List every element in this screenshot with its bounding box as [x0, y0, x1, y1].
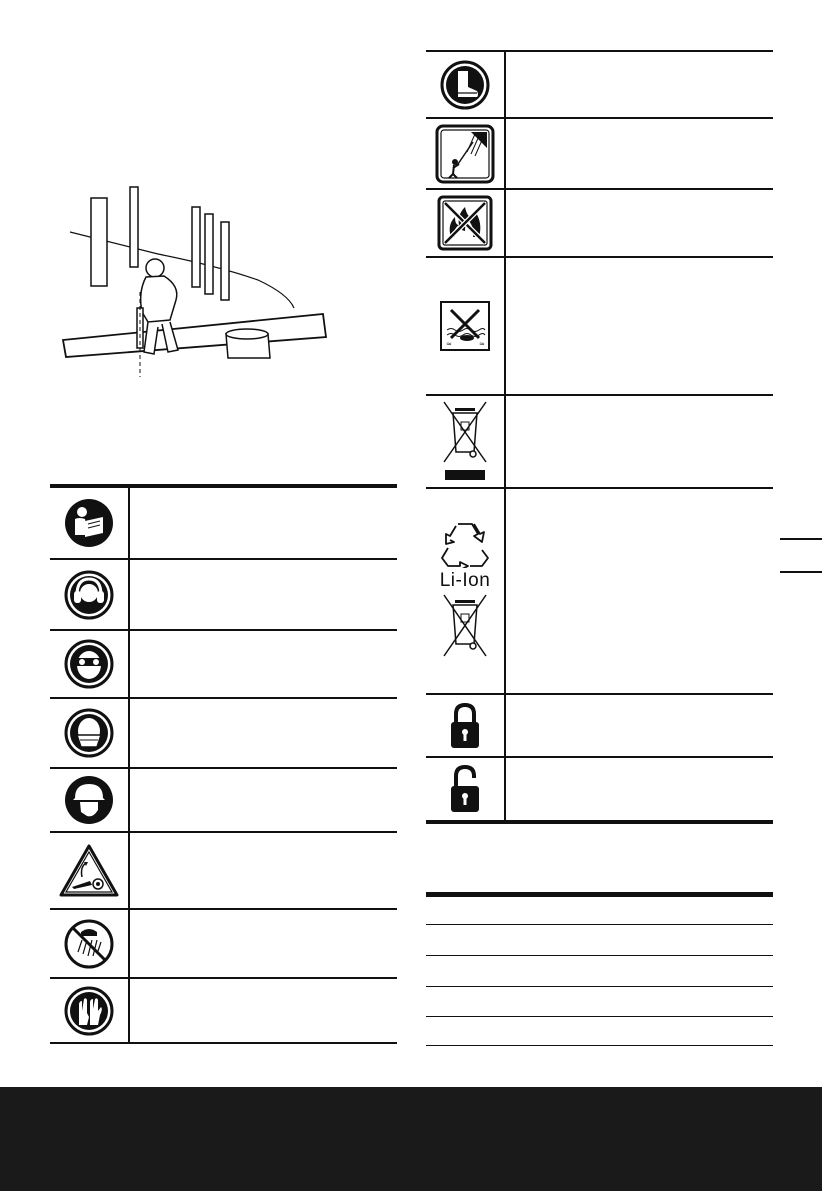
read-manual-icon: [63, 497, 115, 549]
footer-band: [0, 1087, 822, 1191]
no-fire-icon: [437, 195, 493, 251]
recycle-icon: [440, 520, 490, 568]
no-rain-icon: [63, 918, 115, 970]
gloves-icon: [63, 985, 115, 1037]
symbol-row: [50, 910, 397, 977]
no-water-disposal-icon: [439, 300, 491, 352]
dust-mask-icon: [63, 707, 115, 759]
symbol-row: [50, 560, 397, 629]
safety-boots-icon: [439, 59, 491, 111]
symbol-row: [50, 833, 397, 908]
symbol-row: [426, 190, 773, 256]
symbol-row: [50, 769, 397, 831]
side-tab-mark: [780, 538, 822, 540]
symbol-row: [50, 488, 397, 558]
symbol-row: [426, 52, 773, 117]
symbols-table-right: [426, 50, 773, 826]
side-tab-mark: [780, 571, 822, 573]
weee-bin-icon: [441, 400, 489, 484]
symbols-table-left: [50, 484, 397, 1044]
locked-icon: [448, 702, 482, 750]
table-rule: [426, 955, 773, 956]
ear-protection-icon: [63, 569, 115, 621]
table-rule: [426, 1016, 773, 1017]
symbol-row: [50, 699, 397, 767]
table-rule: [426, 986, 773, 987]
symbol-row: [426, 119, 773, 188]
table-rule: [426, 892, 773, 897]
unlocked-icon: [448, 764, 482, 814]
kickback-warning-icon: [58, 843, 120, 899]
symbol-row: [426, 396, 773, 487]
li-ion-label: Li-Ion: [439, 570, 491, 591]
symbol-row: [426, 258, 773, 394]
weee-bin-icon: [441, 594, 489, 662]
symbol-row: [426, 489, 773, 693]
symbol-row: [426, 695, 773, 756]
table-rule: [426, 1045, 773, 1046]
svg-text:≈: ≈: [479, 340, 485, 348]
felling-cut-illustration: [58, 182, 358, 377]
eye-protection-icon: [63, 638, 115, 690]
symbol-row: [50, 631, 397, 697]
falling-objects-icon: [435, 124, 495, 184]
table-rule: [426, 924, 773, 925]
svg-text:≈: ≈: [446, 340, 452, 348]
safety-helmet-icon: [63, 774, 115, 826]
symbol-row: [50, 979, 397, 1042]
symbol-row: [426, 758, 773, 820]
